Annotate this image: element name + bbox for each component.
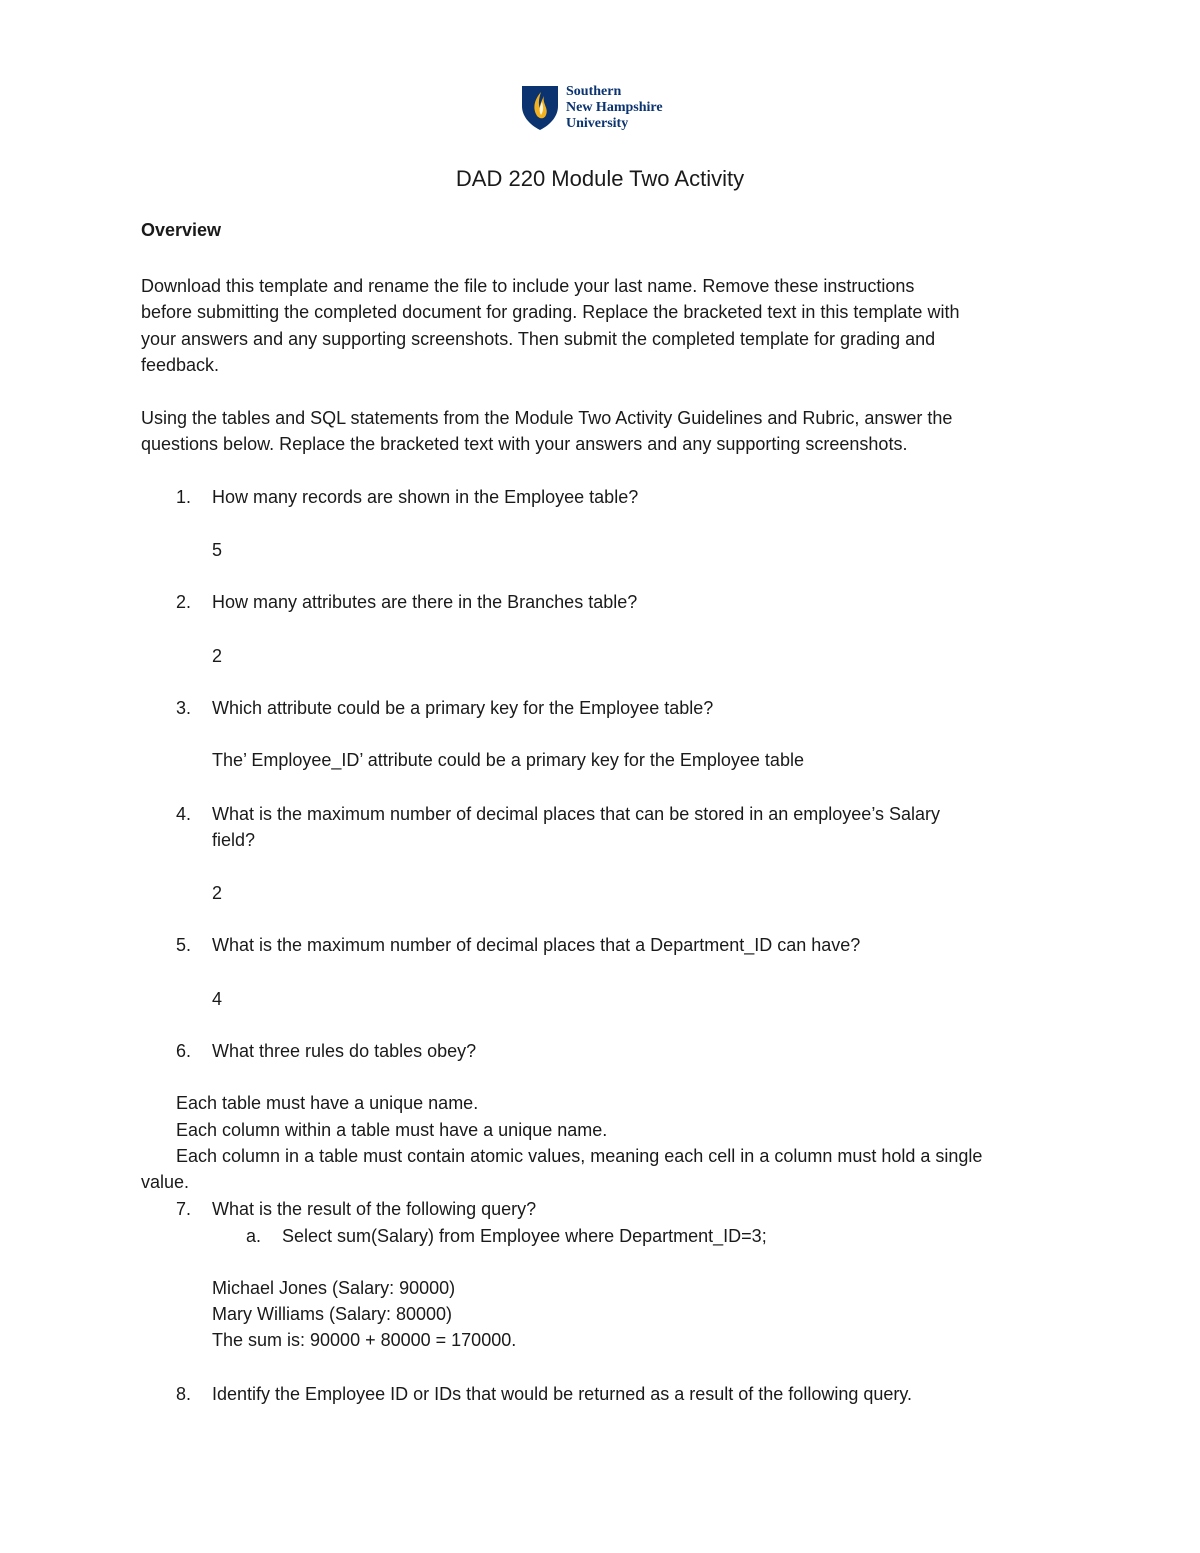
answer-text: Each table must have a unique name. [176,1093,479,1113]
question-number: 6. [176,1041,192,1061]
overview-heading: Overview [141,220,222,240]
instruction-line: Using the tables and SQL statements from the Module Two Activity Guidelines and Rubric, answer the [141,408,953,428]
question-text: How many records are shown in the Employee table? [212,487,639,507]
question-number: 1. [176,487,192,507]
logo-wordmark [566,84,663,132]
question-text: What is the maximum number of decimal places that can be stored in an employee’s Salary [212,804,941,824]
answer-text: Each column in a table must contain atomic values, meaning each cell in a column must hold a single [176,1146,983,1166]
logo-line-2: New Hampshire [566,100,663,115]
answer-text: 2 [212,883,223,903]
answer-text: The’ Employee_ID’ attribute could be a primary key for the Employee table [212,750,804,770]
shield-flame-icon [520,84,560,132]
logo-line-1: Southern [566,84,622,99]
instruction-line: questions below. Replace the bracketed text with your answers and any supporting screenshots. [141,434,908,454]
sub-item-text: Select sum(Salary) from Employee where Department_ID=3; [282,1226,767,1246]
answer-text: 4 [212,989,223,1009]
instruction-line: your answers and any supporting screenshots. Then submit the completed template for grading and [141,329,936,349]
question-text: What three rules do tables obey? [212,1041,477,1061]
sub-item-letter: a. [246,1226,262,1246]
answer-text: 5 [212,540,223,560]
instruction-line: before submitting the completed document for grading. Replace the bracketed text in this template with [141,302,960,322]
answer-text: Michael Jones (Salary: 90000) [212,1278,456,1298]
question-number: 4. [176,804,192,824]
answer-text: 2 [212,646,223,666]
question-number: 8. [176,1384,192,1404]
question-text: field? [212,830,256,850]
question-number: 7. [176,1199,192,1219]
document-title: DAD 220 Module Two Activity [455,166,745,191]
answer-text: The sum is: 90000 + 80000 = 170000. [212,1330,517,1350]
question-number: 2. [176,592,192,612]
question-text: What is the result of the following query? [212,1199,537,1219]
question-text: What is the maximum number of decimal places that a Department_ID can have? [212,935,861,955]
question-text: Identify the Employee ID or IDs that would be returned as a result of the following query. [212,1384,913,1404]
question-text: How many attributes are there in the Branches table? [212,592,638,612]
instruction-line: Download this template and rename the file to include your last name. Remove these instructions [141,276,915,296]
answer-text: value. [141,1172,190,1192]
instruction-line: feedback. [141,355,220,375]
question-number: 5. [176,935,192,955]
logo-line-3: University [566,116,629,131]
answer-text: Mary Williams (Salary: 80000) [212,1304,453,1324]
answer-text: Each column within a table must have a unique name. [176,1120,608,1140]
question-number: 3. [176,698,192,718]
question-text: Which attribute could be a primary key for the Employee table? [212,698,714,718]
snhu-logo [520,84,700,134]
